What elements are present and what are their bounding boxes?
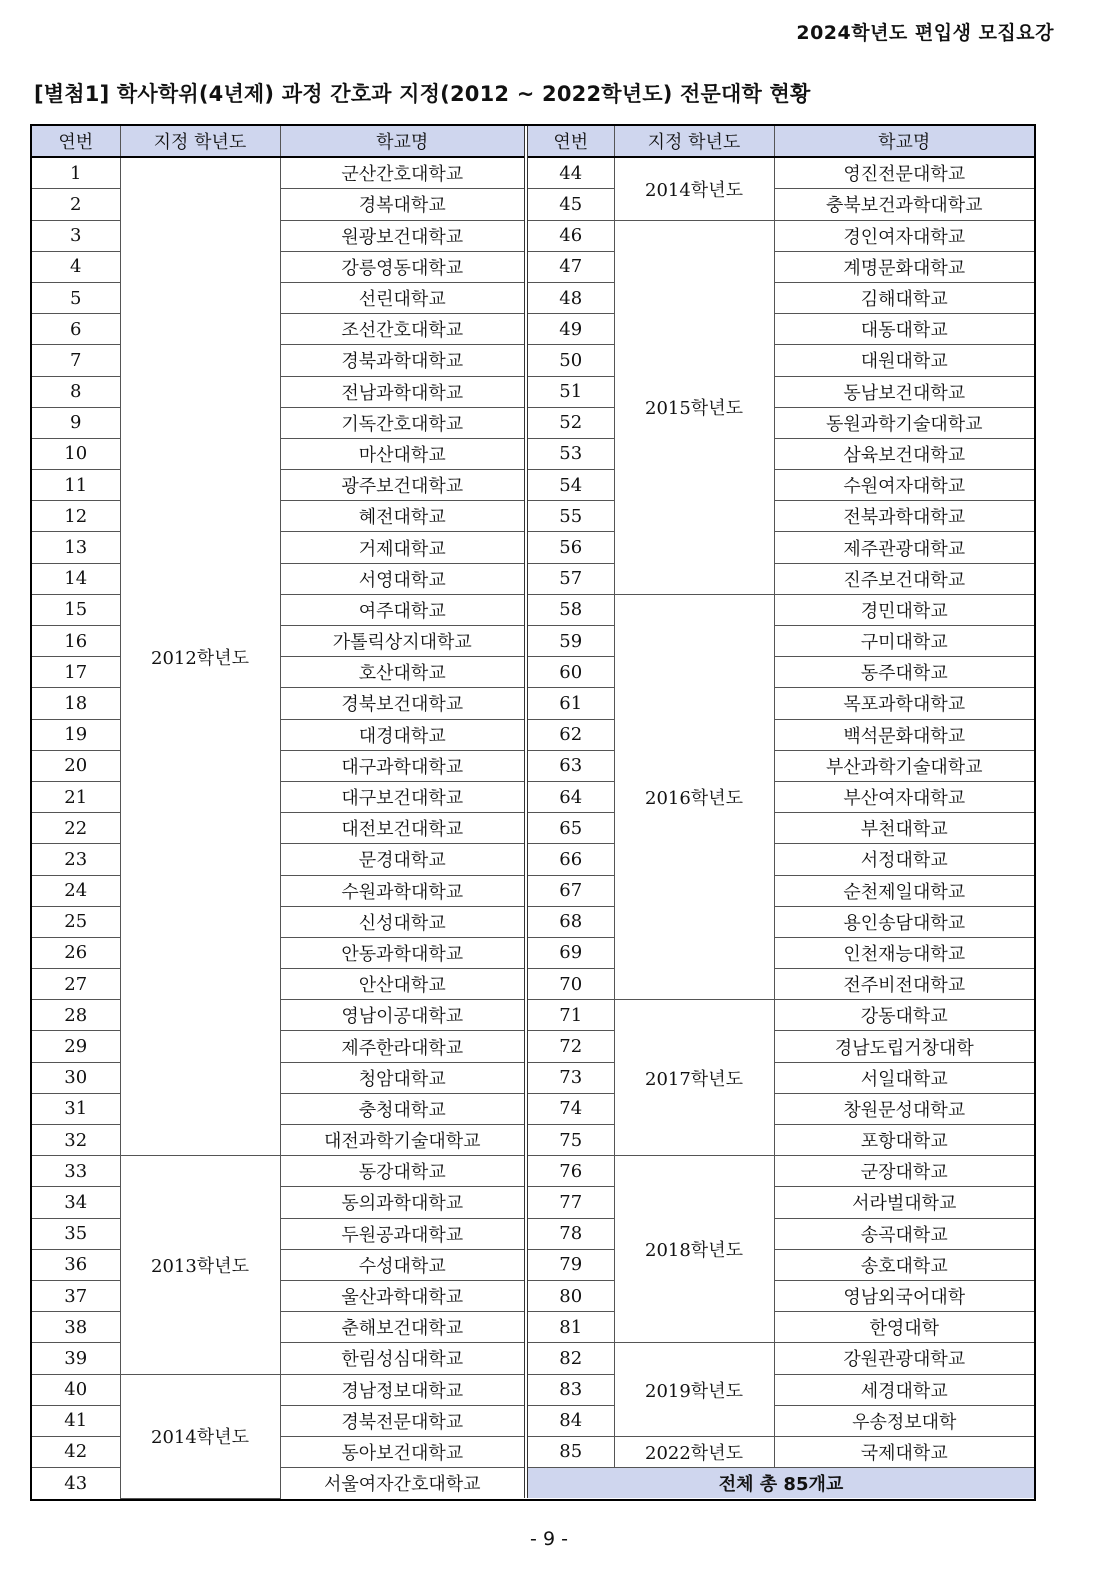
row-number: 9 — [32, 407, 120, 438]
school-name: 전북과학대학교 — [774, 501, 1034, 532]
row-number: 54 — [526, 470, 614, 501]
row-number: 3 — [32, 220, 120, 251]
row-number: 21 — [32, 781, 120, 812]
row-number: 65 — [526, 813, 614, 844]
document-header: 2024학년도 편입생 모집요강 — [796, 22, 1054, 44]
row-number: 27 — [32, 969, 120, 1000]
row-number: 55 — [526, 501, 614, 532]
school-name: 우송정보대학 — [774, 1405, 1034, 1436]
school-name: 원광보건대학교 — [280, 220, 526, 251]
designation-year: 2022학년도 — [614, 1436, 774, 1467]
col-header-year-left: 지정 학년도 — [120, 126, 280, 157]
school-name: 수원과학대학교 — [280, 875, 526, 906]
school-name: 인천재능대학교 — [774, 937, 1034, 968]
school-name: 한림성심대학교 — [280, 1343, 526, 1374]
col-header-year-right: 지정 학년도 — [614, 126, 774, 157]
row-number: 14 — [32, 563, 120, 594]
row-number: 16 — [32, 626, 120, 657]
school-name: 청암대학교 — [280, 1062, 526, 1093]
designation-year: 2016학년도 — [614, 594, 774, 999]
school-name: 군산간호대학교 — [280, 157, 526, 189]
row-number: 1 — [32, 157, 120, 189]
school-name: 동의과학대학교 — [280, 1187, 526, 1218]
row-number: 29 — [32, 1031, 120, 1062]
school-name: 순천제일대학교 — [774, 875, 1034, 906]
school-name: 세경대학교 — [774, 1374, 1034, 1405]
row-number: 84 — [526, 1405, 614, 1436]
col-header-school-right: 학교명 — [774, 126, 1034, 157]
school-name: 대구보건대학교 — [280, 781, 526, 812]
school-name: 춘해보건대학교 — [280, 1312, 526, 1343]
school-name: 동남보건대학교 — [774, 376, 1034, 407]
school-name: 한영대학 — [774, 1312, 1034, 1343]
school-name: 창원문성대학교 — [774, 1093, 1034, 1124]
school-name: 부천대학교 — [774, 813, 1034, 844]
row-number: 77 — [526, 1187, 614, 1218]
row-number: 74 — [526, 1093, 614, 1124]
row-number: 34 — [32, 1187, 120, 1218]
row-number: 15 — [32, 594, 120, 625]
row-number: 18 — [32, 688, 120, 719]
row-number: 33 — [32, 1156, 120, 1187]
school-name: 가톨릭상지대학교 — [280, 626, 526, 657]
designation-year: 2018학년도 — [614, 1156, 774, 1343]
row-number: 82 — [526, 1343, 614, 1374]
row-number: 8 — [32, 376, 120, 407]
school-name: 용인송담대학교 — [774, 906, 1034, 937]
school-name: 혜전대학교 — [280, 501, 526, 532]
row-number: 51 — [526, 376, 614, 407]
school-name: 기독간호대학교 — [280, 407, 526, 438]
designation-year: 2017학년도 — [614, 1000, 774, 1156]
row-number: 79 — [526, 1249, 614, 1280]
row-number: 19 — [32, 719, 120, 750]
school-name: 경복대학교 — [280, 189, 526, 220]
school-name: 거제대학교 — [280, 532, 526, 563]
row-number: 67 — [526, 875, 614, 906]
school-name: 마산대학교 — [280, 438, 526, 469]
school-name: 서일대학교 — [774, 1062, 1034, 1093]
school-name: 경북과학대학교 — [280, 345, 526, 376]
school-name: 영남이공대학교 — [280, 1000, 526, 1031]
school-name: 경민대학교 — [774, 594, 1034, 625]
table-row — [32, 157, 1034, 189]
row-number: 35 — [32, 1218, 120, 1249]
row-number: 68 — [526, 906, 614, 937]
school-name: 울산과학대학교 — [280, 1280, 526, 1311]
row-number: 42 — [32, 1436, 120, 1467]
row-number: 32 — [32, 1125, 120, 1156]
row-number: 71 — [526, 1000, 614, 1031]
row-number: 85 — [526, 1436, 614, 1467]
school-name: 서울여자간호대학교 — [280, 1468, 526, 1499]
school-name: 경남정보대학교 — [280, 1374, 526, 1405]
row-number: 38 — [32, 1312, 120, 1343]
row-number: 39 — [32, 1343, 120, 1374]
table-body — [32, 157, 1034, 1498]
row-number: 59 — [526, 626, 614, 657]
school-name: 충청대학교 — [280, 1093, 526, 1124]
row-number: 6 — [32, 314, 120, 345]
school-name: 서정대학교 — [774, 844, 1034, 875]
school-name: 문경대학교 — [280, 844, 526, 875]
row-number: 2 — [32, 189, 120, 220]
row-number: 45 — [526, 189, 614, 220]
row-number: 52 — [526, 407, 614, 438]
row-number: 76 — [526, 1156, 614, 1187]
school-name: 제주한라대학교 — [280, 1031, 526, 1062]
school-name: 광주보건대학교 — [280, 470, 526, 501]
school-name: 동원과학기술대학교 — [774, 407, 1034, 438]
row-number: 44 — [526, 157, 614, 189]
row-number: 62 — [526, 719, 614, 750]
total-count: 전체 총 85개교 — [526, 1468, 1034, 1499]
designation-year: 2014학년도 — [120, 1374, 280, 1498]
school-name: 대전과학기술대학교 — [280, 1125, 526, 1156]
row-number: 81 — [526, 1312, 614, 1343]
row-number: 57 — [526, 563, 614, 594]
school-name: 충북보건과학대학교 — [774, 189, 1034, 220]
designation-year: 2019학년도 — [614, 1343, 774, 1437]
school-name: 전남과학대학교 — [280, 376, 526, 407]
school-name: 수성대학교 — [280, 1249, 526, 1280]
school-name: 강동대학교 — [774, 1000, 1034, 1031]
school-name: 제주관광대학교 — [774, 532, 1034, 563]
school-name: 강원관광대학교 — [774, 1343, 1034, 1374]
row-number: 48 — [526, 282, 614, 313]
school-name: 부산여자대학교 — [774, 781, 1034, 812]
school-name: 동아보건대학교 — [280, 1436, 526, 1467]
school-name: 대경대학교 — [280, 719, 526, 750]
school-name: 경인여자대학교 — [774, 220, 1034, 251]
school-name: 대원대학교 — [774, 345, 1034, 376]
school-name: 경북보건대학교 — [280, 688, 526, 719]
row-number: 64 — [526, 781, 614, 812]
school-name: 대구과학대학교 — [280, 750, 526, 781]
school-name: 백석문화대학교 — [774, 719, 1034, 750]
school-name: 경북전문대학교 — [280, 1405, 526, 1436]
designation-year: 2013학년도 — [120, 1156, 280, 1374]
row-number: 7 — [32, 345, 120, 376]
table-row — [32, 1374, 1034, 1405]
row-number: 28 — [32, 1000, 120, 1031]
designation-year: 2015학년도 — [614, 220, 774, 594]
school-name: 김해대학교 — [774, 282, 1034, 313]
school-name: 진주보건대학교 — [774, 563, 1034, 594]
designation-year: 2014학년도 — [614, 157, 774, 220]
appendix-title: [별첨1] 학사학위(4년제) 과정 간호과 지정(2012 ~ 2022학년도) 전문대학 현황 — [34, 82, 811, 106]
row-number: 20 — [32, 750, 120, 781]
row-number: 61 — [526, 688, 614, 719]
row-number: 46 — [526, 220, 614, 251]
row-number: 31 — [32, 1093, 120, 1124]
school-name: 포항대학교 — [774, 1125, 1034, 1156]
row-number: 11 — [32, 470, 120, 501]
school-name: 두원공과대학교 — [280, 1218, 526, 1249]
row-number: 23 — [32, 844, 120, 875]
school-name: 조선간호대학교 — [280, 314, 526, 345]
school-name: 수원여자대학교 — [774, 470, 1034, 501]
row-number: 60 — [526, 657, 614, 688]
school-name: 전주비전대학교 — [774, 969, 1034, 1000]
col-header-school-left: 학교명 — [280, 126, 526, 157]
school-name: 여주대학교 — [280, 594, 526, 625]
table-header-row — [32, 126, 1034, 157]
school-name: 안산대학교 — [280, 969, 526, 1000]
row-number: 13 — [32, 532, 120, 563]
row-number: 43 — [32, 1468, 120, 1499]
row-number: 24 — [32, 875, 120, 906]
school-name: 호산대학교 — [280, 657, 526, 688]
school-name: 동주대학교 — [774, 657, 1034, 688]
row-number: 30 — [32, 1062, 120, 1093]
row-number: 83 — [526, 1374, 614, 1405]
row-number: 4 — [32, 251, 120, 282]
nursing-college-table-container — [30, 124, 1036, 1501]
school-name: 계명문화대학교 — [774, 251, 1034, 282]
row-number: 72 — [526, 1031, 614, 1062]
school-name: 영남외국어대학 — [774, 1280, 1034, 1311]
row-number: 63 — [526, 750, 614, 781]
school-name: 강릉영동대학교 — [280, 251, 526, 282]
row-number: 36 — [32, 1249, 120, 1280]
row-number: 40 — [32, 1374, 120, 1405]
row-number: 10 — [32, 438, 120, 469]
school-name: 송호대학교 — [774, 1249, 1034, 1280]
row-number: 56 — [526, 532, 614, 563]
row-number: 37 — [32, 1280, 120, 1311]
school-name: 대동대학교 — [774, 314, 1034, 345]
school-name: 부산과학기술대학교 — [774, 750, 1034, 781]
row-number: 12 — [32, 501, 120, 532]
designation-year: 2012학년도 — [120, 157, 280, 1156]
row-number: 69 — [526, 937, 614, 968]
school-name: 영진전문대학교 — [774, 157, 1034, 189]
school-name: 국제대학교 — [774, 1436, 1034, 1467]
row-number: 22 — [32, 813, 120, 844]
school-name: 삼육보건대학교 — [774, 438, 1034, 469]
school-name: 경남도립거창대학 — [774, 1031, 1034, 1062]
col-header-no-right: 연번 — [526, 126, 614, 157]
row-number: 75 — [526, 1125, 614, 1156]
row-number: 26 — [32, 937, 120, 968]
row-number: 70 — [526, 969, 614, 1000]
row-number: 78 — [526, 1218, 614, 1249]
row-number: 5 — [32, 282, 120, 313]
row-number: 49 — [526, 314, 614, 345]
school-name: 동강대학교 — [280, 1156, 526, 1187]
school-name: 군장대학교 — [774, 1156, 1034, 1187]
school-name: 목포과학대학교 — [774, 688, 1034, 719]
school-name: 선린대학교 — [280, 282, 526, 313]
row-number: 73 — [526, 1062, 614, 1093]
page-number: - 9 - — [530, 1528, 568, 1550]
school-name: 송곡대학교 — [774, 1218, 1034, 1249]
row-number: 58 — [526, 594, 614, 625]
col-header-no-left: 연번 — [32, 126, 120, 157]
school-name: 서영대학교 — [280, 563, 526, 594]
row-number: 53 — [526, 438, 614, 469]
row-number: 66 — [526, 844, 614, 875]
table-row — [32, 1156, 1034, 1187]
row-number: 50 — [526, 345, 614, 376]
row-number: 41 — [32, 1405, 120, 1436]
row-number: 47 — [526, 251, 614, 282]
school-name: 신성대학교 — [280, 906, 526, 937]
school-name: 구미대학교 — [774, 626, 1034, 657]
school-name: 대전보건대학교 — [280, 813, 526, 844]
nursing-college-table — [32, 126, 1034, 1499]
row-number: 17 — [32, 657, 120, 688]
school-name: 서라벌대학교 — [774, 1187, 1034, 1218]
row-number: 25 — [32, 906, 120, 937]
school-name: 안동과학대학교 — [280, 937, 526, 968]
row-number: 80 — [526, 1280, 614, 1311]
